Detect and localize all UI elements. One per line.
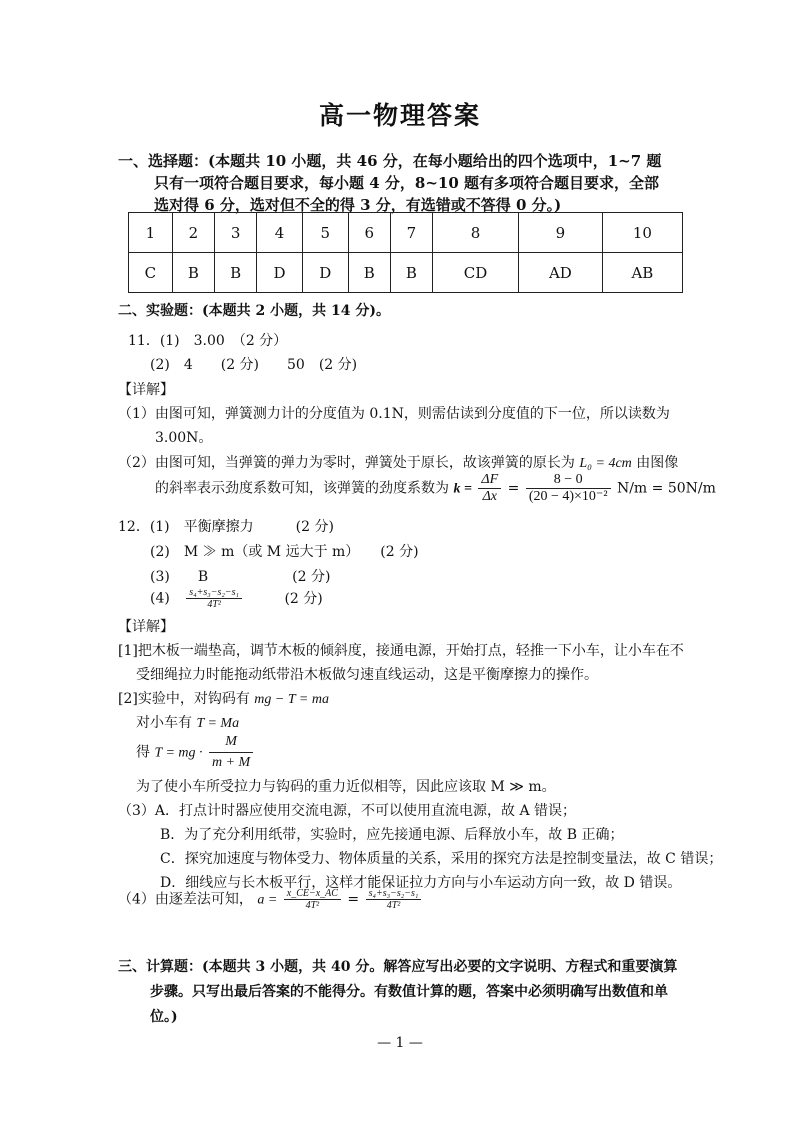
question-number: 7 <box>390 213 432 253</box>
detail-label-2: 【详解】 <box>118 619 174 635</box>
k-symbol: k = <box>453 481 472 497</box>
q12-explain-7: B．为了充分利用纸带，实验时，应先接通电源、后释放小车，故 B 正确； <box>160 827 624 843</box>
q12-answer-4-label: (4) <box>150 590 170 607</box>
section3-head: 三、计算题：(本题共 3 小题，共 40 分。解答应写出必要的文字说明、方程式和重要演算 <box>118 959 678 975</box>
q12-explain-1a: [1]把木板一端垫高，调节木板的倾斜度，接通电源，开始打点，轻推一下小车，让小车在不 <box>118 643 684 659</box>
q12-answer-4-score: (2 分) <box>284 590 323 607</box>
k-fraction-2-num: 8 − 0 <box>526 472 611 489</box>
answer-table <box>128 212 683 293</box>
q11-answer-2: (2) 4 (2 分) 50 (2 分) <box>150 357 358 373</box>
cart-equation: T = Ma <box>196 716 240 731</box>
q12-explain-1b: 受细绳拉力时能拖动纸带沿木板做匀速直线运动，这是平衡摩擦力的操作。 <box>136 667 598 683</box>
q12-answer-1: 12．(1) 平衡摩擦力 (2 分) <box>118 519 334 535</box>
question-number: 10 <box>602 213 682 253</box>
answer-cell: B <box>172 253 214 293</box>
question-number: 5 <box>302 213 348 253</box>
q12-explain-2 <box>118 688 329 708</box>
page-title: 高一物理答案 <box>318 101 481 130</box>
question-number: 9 <box>519 213 603 253</box>
question-number: 8 <box>433 213 519 253</box>
question-number: 4 <box>257 213 303 253</box>
tension-fraction-den: m + M <box>212 755 251 770</box>
k-fraction-2-den: (20 − 4)×10⁻² <box>528 489 608 504</box>
k-fraction-1-num: ΔF <box>478 472 501 489</box>
page-number: — 1 — <box>377 1035 423 1051</box>
q11-explain-1b: 3.00N。 <box>155 430 213 446</box>
acceleration-fraction-2-num: s₄+s₃−s₂−s₁ <box>366 888 422 900</box>
detail-label: 【详解】 <box>118 382 174 398</box>
q11-explain-2b-text: 的斜率表示劲度系数可知，该弹簧的劲度系数为 <box>155 480 449 497</box>
section1-instructions <box>118 150 698 216</box>
q12-explain-4-text: 得 <box>136 744 150 761</box>
answer-table-answer-row <box>129 253 683 293</box>
q12-answer-4-formula <box>186 587 242 610</box>
q12-explain-9: D．细线应与长木板平行，这样才能保证拉力方向与小车运动方向一致，故 D 错误。 <box>160 875 682 891</box>
answer-cell: B <box>348 253 390 293</box>
question-number: 6 <box>348 213 390 253</box>
q12-answer-4 <box>150 587 323 610</box>
answer-cell: B <box>215 253 257 293</box>
hook-mass-equation: mg − T = ma <box>254 692 329 707</box>
q12-answer-4-num: s₄+s₃−s₂−s₁ <box>186 587 242 599</box>
tension-equation: T = mg · <box>154 745 203 761</box>
q11-explain-2a-tail: 由图像 <box>636 455 679 471</box>
question-number: 2 <box>172 213 214 253</box>
answer-cell: AD <box>519 253 603 293</box>
q11-explain-2a <box>118 452 678 472</box>
answer-cell: D <box>302 253 348 293</box>
k-fraction-1 <box>478 472 501 505</box>
tension-fraction <box>209 732 253 773</box>
q11-explain-2b <box>155 472 716 505</box>
acceleration-fraction-1-den: 4T² <box>305 900 320 911</box>
section2-head: 二、实验题：(本题共 2 小题，共 14 分)。 <box>118 303 390 319</box>
section3-cont2: 位。) <box>150 1009 178 1025</box>
answer-cell: AB <box>602 253 682 293</box>
acceleration-symbol: a = <box>257 892 278 908</box>
acceleration-fraction-1-num: x_CE−x_AC <box>284 888 341 900</box>
answer-cell: D <box>257 253 303 293</box>
k-fraction-2 <box>526 472 611 505</box>
q12-explain-3-text: 对小车有 <box>136 715 192 731</box>
section1-cont1: 只有一项符合题目要求，每小题 4 分，8~10 题有多项符合题目要求，全部 <box>154 174 659 192</box>
acceleration-equals: = <box>347 891 360 908</box>
q11-explain-2a-text: （2）由图可知，当弹簧的弹力为零时，弹簧处于原长，故该弹簧的原长为 <box>118 455 575 471</box>
section3-instructions <box>118 955 693 1030</box>
q12-explain-5: 为了使小车所受拉力与钩码的重力近似相等，因此应该取 M ≫ m。 <box>136 779 556 795</box>
acceleration-fraction-1 <box>284 888 341 911</box>
q11-explain-1a: （1）由图可知，弹簧测力计的分度值为 0.1N，则需估读到分度值的下一位，所以读数为 <box>118 406 670 422</box>
q12-explain-8: C．探究加速度与物体受力、物体质量的关系，采用的探究方法是控制变量法，故 C 错误； <box>160 851 723 867</box>
q12-answer-2: (2) M ≫ m（或 M 远大于 m） (2 分) <box>150 544 419 560</box>
q11-answer-1: 11．(1) 3.00 （2 分） <box>128 333 288 349</box>
answer-cell: B <box>390 253 432 293</box>
question-number: 3 <box>215 213 257 253</box>
section1-head: 一、选择题：(本题共 10 小题，共 46 分，在每小题给出的四个选项中，1~7 题 <box>118 152 662 170</box>
q12-answer-3: (3) B (2 分) <box>150 569 331 585</box>
acceleration-fraction-2-den: 4T² <box>386 900 401 911</box>
tension-fraction-num: M <box>209 732 253 753</box>
answer-cell: CD <box>433 253 519 293</box>
q12-explain-2-text: [2]实验中，对钩码有 <box>118 691 250 707</box>
q12-explain-6: （3）A．打点计时器应使用交流电源，不可以使用直流电源，故 A 错误； <box>118 803 577 819</box>
q12-explain-10-text: （4）由逐差法可知， <box>118 891 253 908</box>
section3-cont1: 步骤。只写出最后答案的不能得分。有数值计算的题，答案中必须明确写出数值和单 <box>150 984 668 1000</box>
k-result: N/m = 50N/m <box>616 480 716 497</box>
k-equals: = <box>507 480 520 497</box>
q12-explain-10 <box>118 888 423 911</box>
original-length-formula: L₀ = 4cm <box>579 456 632 471</box>
question-number: 1 <box>129 213 173 253</box>
q12-explain-3 <box>136 712 239 732</box>
answer-cell: C <box>129 253 173 293</box>
q12-explain-4 <box>136 732 255 773</box>
acceleration-fraction-2 <box>366 888 422 911</box>
answer-table-number-row <box>129 213 683 253</box>
q12-answer-4-den: 4T² <box>207 599 221 610</box>
k-fraction-1-den: Δx <box>482 489 497 504</box>
section1-cont2: 选对得 6 分，选对但不全的得 3 分，有选错或不答得 0 分。) <box>154 196 562 214</box>
